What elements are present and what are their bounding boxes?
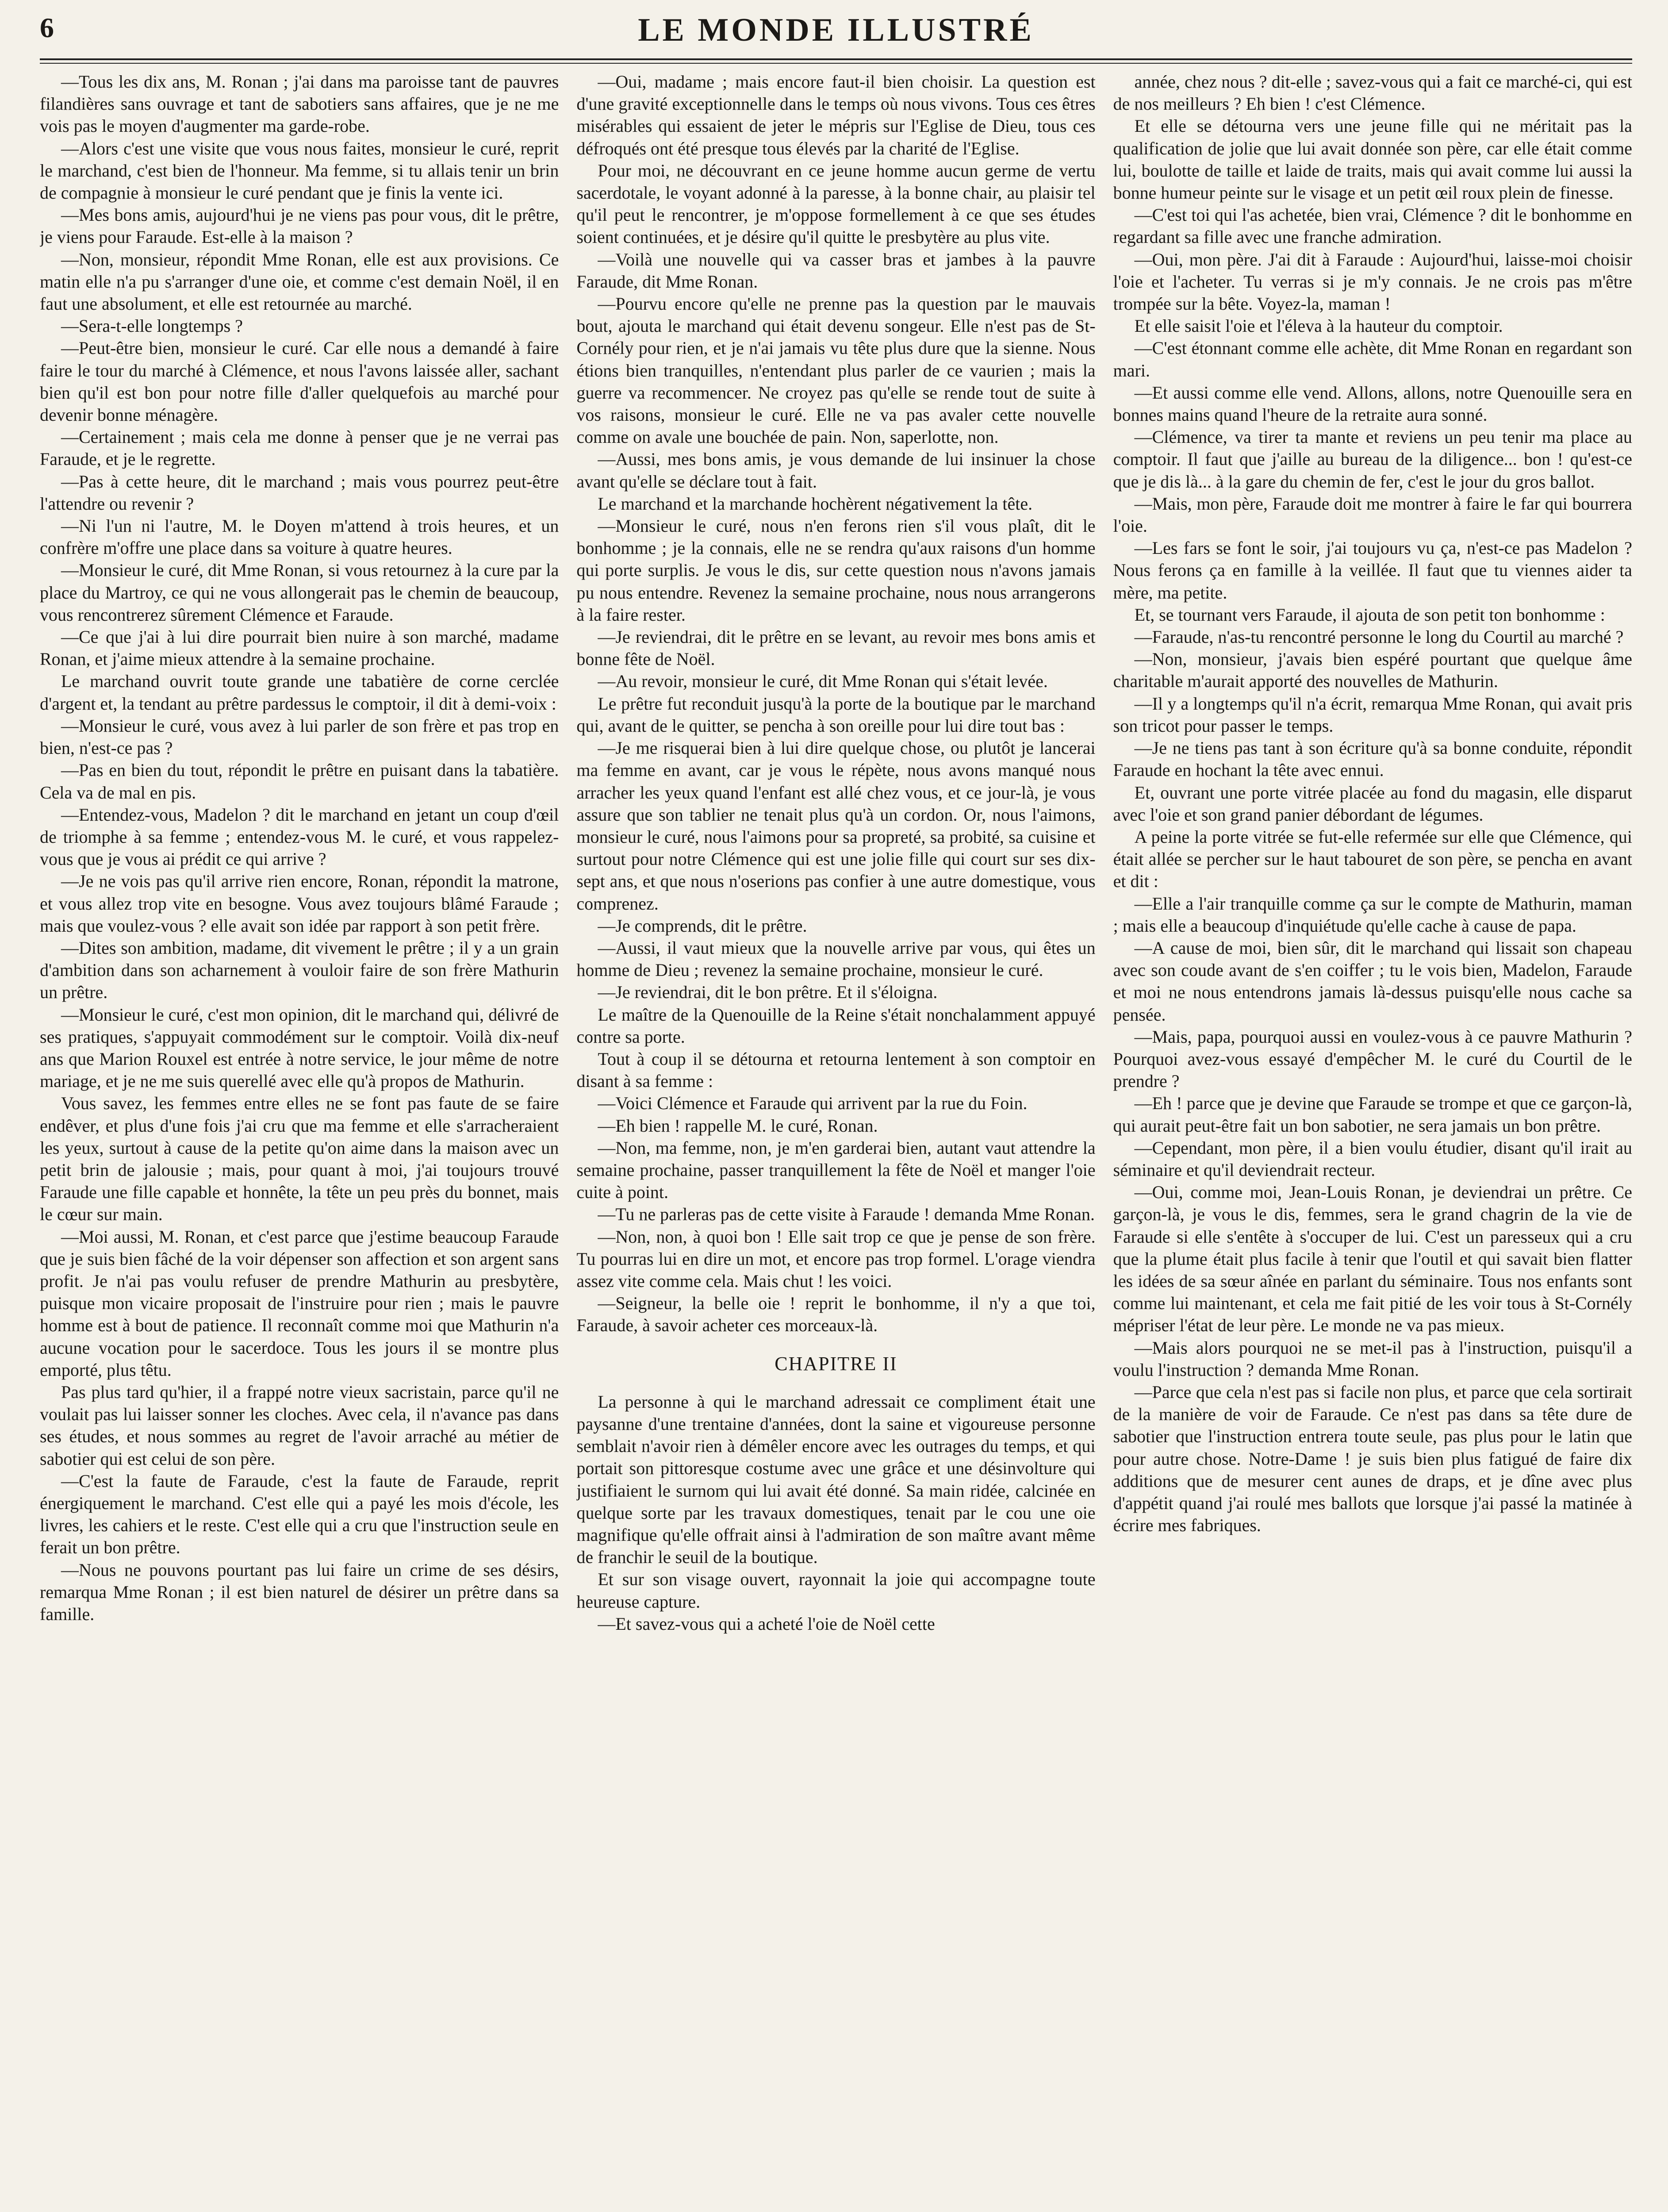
paragraph: Et sur son visage ouvert, rayonnait la joie qui accompagne toute heureuse capture. — [576, 1569, 1096, 1612]
paragraph: —Je ne vois pas qu'il arrive rien encore, Ronan, répondit la matrone, et vous allez trop vite en besogne. Vous avez toujours blâmé Faraude ; mais que voulez-vous ? elle avait son idée par rapport à son petit frère. — [40, 871, 559, 936]
paragraph: —Entendez-vous, Madelon ? dit le marchand en jetant un coup d'œil de triomphe à sa femme ; entendez-vous M. le curé, et vous rappelez-vous que je vous ai prédit ce qui arrive ? — [40, 804, 559, 869]
text-column-3 — [1113, 71, 1632, 2212]
paragraph: Le marchand ouvrit toute grande une tabatière de corne cerclée d'argent et, la tendant au prêtre pardessus le comptoir, il dit à demi-voix : — [40, 671, 559, 714]
paragraph: —Oui, mon père. J'ai dit à Faraude : Aujourd'hui, laisse-moi choisir l'oie et l'acheter. Tu verras si je m'y connais. Je ne crois pas m'être trompée sur la bête. Voyez-la, maman ! — [1113, 249, 1632, 314]
chapter-heading: CHAPITRE II — [775, 1352, 897, 1375]
header-rule-thin — [40, 63, 1632, 64]
paragraph: —Non, non, à quoi bon ! Elle sait trop ce que je pense de son frère. Tu pourras lui en dire un mot, et encore pas trop formel. L'orage viendra assez vite comme cela. Mais chut ! les voici. — [576, 1226, 1096, 1291]
paragraph: —Mais, mon père, Faraude doit me montrer à faire le far qui bourrera l'oie. — [1113, 493, 1632, 536]
paragraph: Pour moi, ne découvrant en ce jeune homme aucun germe de vertu sacerdotale, le voyant adonné à la paresse, à la bonne chair, au plaisir tel qu'il peut le rencontrer, je m'oppose formellement à ce que ses études soient continuées, et je désire qu'il quitte le presbytère au plus vite. — [576, 160, 1096, 247]
paragraph: —Eh ! parce que je devine que Faraude se trompe et que ce garçon-là, qui aurait peut-être fait un bon sabotier, ne sera jamais un bon prêtre. — [1113, 1093, 1632, 1136]
paragraph: —Monsieur le curé, dit Mme Ronan, si vous retournez à la cure par la place du Martroy, ce qui ne vous allongerait pas le chemin de beaucoup, vous rencontrerez sûrement Clémence et Faraude. — [40, 560, 559, 625]
text-columns — [40, 71, 1632, 2212]
paragraph: Et, se tournant vers Faraude, il ajouta de son petit ton bonhomme : — [1134, 604, 1605, 625]
paragraph: —Tous les dix ans, M. Ronan ; j'ai dans ma paroisse tant de pauvres filandières sans ouvrage et tant de sabotiers sans affaires, que je ne me vois pas le moyen d'augmenter ma garde-robe. — [40, 72, 559, 136]
paragraph: —Pas en bien du tout, répondit le prêtre en puisant dans la tabatière. Cela va de mal en pis. — [40, 760, 559, 803]
paragraph: —Nous ne pouvons pourtant pas lui faire un crime de ses désirs, remarqua Mme Ronan ; il est bien naturel de désirer un prêtre dans sa famille. — [40, 1559, 559, 1624]
paragraph: —Tu ne parleras pas de cette visite à Faraude ! demanda Mme Ronan. — [598, 1204, 1095, 1225]
paragraph: —Non, monsieur, j'avais bien espéré pourtant que quelque âme charitable m'aurait apporté des nouvelles de Mathurin. — [1113, 649, 1632, 691]
page-number: 6 — [40, 12, 54, 43]
paragraph: Le prêtre fut reconduit jusqu'à la porte de la boutique par le marchand qui, avant de le quitter, se pencha à son oreille pour lui dire tout bas : — [576, 693, 1096, 736]
paragraph: Et, ouvrant une porte vitrée placée au fond du magasin, elle disparut avec l'oie et son grand panier débordant de légumes. — [1113, 782, 1632, 825]
paragraph: —Elle a l'air tranquille comme ça sur le compte de Mathurin, maman ; mais elle a beaucoup d'inquiétude qu'elle cache à cause de papa. — [1113, 893, 1632, 936]
paragraph: —Monsieur le curé, c'est mon opinion, dit le marchand qui, délivré de ses pratiques, s'appuyait commodément sur le comptoir. Voilà dix-neuf ans que Marion Rouxel est entrée à notre service, le jour même de notre mariage, et je ne me suis querellé avec elle qu'à propos de Mathurin. — [40, 1004, 559, 1091]
paragraph: —Et aussi comme elle vend. Allons, allons, notre Quenouille sera en bonnes mains quand l'heure de la retraite aura sonné. — [1113, 382, 1632, 425]
page-header — [40, 8, 1632, 57]
paragraph: —Je me risquerai bien à lui dire quelque chose, ou plutôt je lancerai ma femme en avant, car je vous le répète, nous avons manqué nous arracher les yeux quand l'enfant est allé chez vous, et ce jour-là, je vous assure que son tablier ne tenait plus qu'à un cordon. Or, nous l'aimons, monsieur le curé, nous l'aimons pour sa propreté, sa probité, sa cuisine et surtout pour notre Clémence qui est une jolie fille qui court sur ses dix-sept ans, et que nous n'oserions pas confier à une autre domestique, vous comprenez. — [576, 738, 1096, 914]
paragraph: A peine la porte vitrée se fut-elle refermée sur elle que Clémence, qui était allée se percher sur le haut tabouret de son père, se pencha en avant et dit : — [1113, 826, 1632, 891]
paragraph: —Eh bien ! rappelle M. le curé, Ronan. — [598, 1115, 878, 1136]
paragraph: —Dites son ambition, madame, dit vivement le prêtre ; il y a un grain d'ambition dans son acharnement à vouloir faire de son frère Mathurin un prêtre. — [40, 937, 559, 1002]
paragraph: —C'est étonnant comme elle achète, dit Mme Ronan en regardant son mari. — [1113, 338, 1632, 380]
paragraph: —Pas à cette heure, dit le marchand ; mais vous pourrez peut-être l'attendre ou revenir ? — [40, 471, 559, 514]
paragraph: Et elle se détourna vers une jeune fille qui ne méritait pas la qualification de jolie que lui avait donnée son père, car elle était comme lui, boulotte de taille et laide de traits, mais qui avait comme lui aussi la bonne humeur peinte sur le visage et un petit œil roux plein de finesse. — [1113, 116, 1632, 203]
paragraph: —Clémence, va tirer ta mante et reviens un peu tenir ma place au comptoir. Il faut que j'aille au bureau de la diligence... bon ! qu'est-ce que je dis là... à la gare du chemin de fer, c'est le jour du gros ballot. — [1113, 427, 1632, 492]
paragraph: —Parce que cela n'est pas si facile non plus, et parce que cela sortirait de la manière de voir de Faraude. Ce n'est pas dans sa tête dure de sabotier que l'instruction entrera toute seule, pas plus pour le latin que pour autre chose. Notre-Dame ! je suis bien plus fatigué de faire dix additions que de mesurer cent aunes de draps, et je dîne avec plus d'appétit quand j'ai roulé mes ballots que lorsque j'ai passé la matinée à écrire mes fabriques. — [1113, 1382, 1632, 1536]
paragraph: —Voici Clémence et Faraude qui arrivent par la rue du Foin. — [598, 1093, 1028, 1114]
paragraph: —Je reviendrai, dit le bon prêtre. Et il s'éloigna. — [598, 982, 938, 1002]
paragraph: Le maître de la Quenouille de la Reine s'était nonchalamment appuyé contre sa porte. — [576, 1004, 1096, 1047]
header-rule-thick — [40, 58, 1632, 60]
paragraph: —Cependant, mon père, il a bien voulu étudier, disant qu'il irait au séminaire et qu'il deviendrait recteur. — [1113, 1137, 1632, 1180]
paragraph: —Je ne tiens pas tant à son écriture qu'à sa bonne conduite, répondit Faraude en hochant la tête avec ennui. — [1113, 738, 1632, 780]
paragraph: —Ni l'un ni l'autre, M. le Doyen m'attend à trois heures, et un confrère m'offre une place dans sa voiture à quatre heures. — [40, 516, 559, 558]
paragraph: —Oui, madame ; mais encore faut-il bien choisir. La question est d'une gravité exceptionnelle dans le temps où nous vivons. Tous ces êtres misérables qui essaient de jeter le mépris sur l'Eglise de Dieu, tous ces défroqués ont été presque tous élevés par la charité de l'Eglise. — [576, 72, 1096, 158]
paragraph: —Monsieur le curé, vous avez à lui parler de son frère et pas trop en bien, n'est-ce pas ? — [40, 715, 559, 758]
paragraph: Pas plus tard qu'hier, il a frappé notre vieux sacristain, parce qu'il ne voulait pas lui laisser sonner les cloches. Avec cela, il n'avance pas dans ses études, et nous sommes au regret de l'avoir arraché au métier de sabotier qui est celui de son père. — [40, 1382, 559, 1469]
paragraph: —Non, ma femme, non, je m'en garderai bien, autant vaut attendre la semaine prochaine, passer tranquillement la fête de Noël et manger l'oie cuite à point. — [576, 1137, 1096, 1202]
paragraph: —Mes bons amis, aujourd'hui je ne viens pas pour vous, dit le prêtre, je viens pour Faraude. Est-elle à la maison ? — [40, 205, 559, 247]
paragraph: —Ce que j'ai à lui dire pourrait bien nuire à son marché, madame Ronan, et j'aime mieux attendre à la semaine prochaine. — [40, 627, 559, 669]
paragraph: —Je comprends, dit le prêtre. — [598, 915, 807, 936]
paragraph: —A cause de moi, bien sûr, dit le marchand qui lissait son chapeau avec son coude avant de s'en coiffer ; tu le vois bien, Madelon, Faraude et moi ne nous entendrons jamais là-dessus puisqu'elle nous cache sa pensée. — [1113, 937, 1632, 1025]
paragraph: —Peut-être bien, monsieur le curé. Car elle nous a demandé à faire faire le tour du marché à Clémence, et nous l'avons laissée aller, sachant bien qu'il est bon pour notre fille d'aller quelquefois au marché pour devenir bonne ménagère. — [40, 338, 559, 425]
paragraph: —Monsieur le curé, nous n'en ferons rien s'il vous plaît, dit le bonhomme ; je la connais, elle ne se rendra qu'aux raisons d'un homme qui porte surplis. Je vous le dis, sur cette question nous n'avons jamais pu nous entendre. Revenez la semaine prochaine, nous nous arrangerons à la faire rester. — [576, 516, 1096, 625]
paragraph: La personne à qui le marchand adressait ce compliment était une paysanne d'une trentaine d'années, dont la saine et vigoureuse personne semblait n'avoir rien à démêler encore avec les outrages du temps, et qui portait son pittoresque costume avec une grâce et une désinvolture qui justifiaient le surnom qui lui avait été donné. Sa main ridée, calcinée en quelque sorte par les travaux domestiques, tenait par le cou une oie magnifique qu'elle offrait ainsi à l'admiration de son maître avant même de franchir le seuil de la boutique. — [576, 1391, 1096, 1567]
masthead-title: LE MONDE ILLUSTRÉ — [638, 12, 1034, 48]
paragraph: Vous savez, les femmes entre elles ne se font pas faute de se faire endêver, et plus d'une fois j'ai cru que ma femme et elle s'arracheraient les yeux, surtout à cause de la petite qu'on aime dans la maison avec un petit brin de jalousie ; mais, pour quant à moi, j'ai toujours trouvé Faraude une fille capable et honnête, la tête un peu près du bonnet, mais le cœur sur main. — [40, 1093, 559, 1225]
paragraph: —Il y a longtemps qu'il n'a écrit, remarqua Mme Ronan, qui avait pris son tricot pour passer le temps. — [1113, 693, 1632, 736]
paragraph: —Mais, papa, pourquoi aussi en voulez-vous à ce pauvre Mathurin ? Pourquoi avez-vous essayé d'empêcher M. le curé du Courtil de le prendre ? — [1113, 1026, 1632, 1091]
paragraph: —Mais alors pourquoi ne se met-il pas à l'instruction, puisqu'il a voulu l'instruction ? demanda Mme Ronan. — [1113, 1337, 1632, 1380]
paragraph: Le marchand et la marchande hochèrent négativement la tête. — [598, 493, 1033, 514]
paragraph: —Faraude, n'as-tu rencontré personne le long du Courtil au marché ? — [1134, 627, 1624, 647]
paragraph: —Aussi, il vaut mieux que la nouvelle arrive par vous, qui êtes un homme de Dieu ; revenez la semaine prochaine, monsieur le curé. — [576, 937, 1096, 980]
paragraph: —Pourvu encore qu'elle ne prenne pas la question par le mauvais bout, ajouta le marchand qui était devenu songeur. Elle n'est pas de St-Cornély pour rien, et je n'ai jamais vu tête plus dure que la sienne. Nous étions bien tranquilles, n'entendant plus parler de ce vaurien ; mais la guerre va recommencer. Ne croyez pas qu'elle se rende tout de suite à vos raisons, monsieur le curé. Elle ne va pas avaler cette nouvelle comme on avale une bouchée de pain. Non, saperlotte, non. — [576, 294, 1096, 447]
paragraph: —Seigneur, la belle oie ! reprit le bonhomme, il n'y a que toi, Faraude, à savoir acheter ces morceaux-là. — [576, 1293, 1096, 1336]
paragraph: —Non, monsieur, répondit Mme Ronan, elle est aux provisions. Ce matin elle n'a pu s'arranger d'une oie, et comme c'est demain Noël, il en faut une absolument, et elle est retournée au marché. — [40, 249, 559, 314]
paragraph: —C'est toi qui l'as achetée, bien vrai, Clémence ? dit le bonhomme en regardant sa fille avec une franche admiration. — [1113, 205, 1632, 247]
paragraph: —Sera-t-elle longtemps ? — [61, 316, 243, 336]
paragraph: —Alors c'est une visite que vous nous faites, monsieur le curé, reprit le marchand, c'est bien de l'honneur. Ma femme, si tu allais tenir un brin de compagnie à monsieur le curé pendant que je finis la vente ici. — [40, 138, 559, 203]
paragraph: —Aussi, mes bons amis, je vous demande de lui insinuer la chose avant qu'elle se déclare tout à fait. — [576, 449, 1096, 492]
paragraph: —Oui, comme moi, Jean-Louis Ronan, je deviendrai un prêtre. Ce garçon-là, je vous le dis, femmes, sera le grand chagrin de la vie de Faraude si elle s'entête à s'occuper de lui. C'est un paresseux qui a cru que la plume était plus facile à tenir que l'outil et qui savait bien flatter les idées de sa sœur aînée en parlant du séminaire. Tous nos enfants sont comme lui maintenant, et cela me fait pitié de les voir tous à St-Cornély mépriser l'état de leur père. Le monde ne va pas mieux. — [1113, 1182, 1632, 1336]
paragraph: —Voilà une nouvelle qui va casser bras et jambes à la pauvre Faraude, dit Mme Ronan. — [576, 249, 1096, 292]
paragraph: —Au revoir, monsieur le curé, dit Mme Ronan qui s'était levée. — [598, 671, 1048, 691]
paragraph: Tout à coup il se détourna et retourna lentement à son comptoir en disant à sa femme : — [576, 1048, 1096, 1091]
paragraph: —Moi aussi, M. Ronan, et c'est parce que j'estime beaucoup Faraude que je suis bien fâché de la voir dépenser son affection et son argent sans profit. Je n'ai pas voulu refuser de prendre Mathurin au presbytère, puisque mon vicaire proposait de l'instruire pour rien ; mais le pauvre homme est à bout de patience. Il reconnaît comme moi que Mathurin n'a aucune vocation pour le sacerdoce. Tous les jours il se montre plus emporté, plus têtu. — [40, 1226, 559, 1380]
paragraph: —Je reviendrai, dit le prêtre en se levant, au revoir mes bons amis et bonne fête de Noël. — [576, 627, 1096, 669]
paragraph: —Les fars se font le soir, j'ai toujours vu ça, n'est-ce pas Madelon ? Nous ferons ça en famille à la veillée. Il faut que tu viennes aider ta mère, ma petite. — [1113, 538, 1632, 603]
paragraph: Et elle saisit l'oie et l'éleva à la hauteur du comptoir. — [1134, 316, 1503, 336]
text-column-2 — [576, 71, 1095, 2212]
paragraph: année, chez nous ? dit-elle ; savez-vous qui a fait ce marché-ci, qui est de nos meilleurs ? Eh bien ! c'est Clémence. — [1113, 72, 1632, 114]
paragraph: —C'est la faute de Faraude, c'est la faute de Faraude, reprit énergiquement le marchand. C'est elle qui a payé les mois d'école, les livres, les cahiers et le reste. C'est elle qui a cru que l'instruction seule en ferait un bon prêtre. — [40, 1471, 559, 1558]
paragraph: —Certainement ; mais cela me donne à penser que je ne verrai pas Faraude, et je le regrette. — [40, 427, 559, 469]
paragraph: —Et savez-vous qui a acheté l'oie de Noël cette — [598, 1613, 935, 1634]
text-column-1 — [40, 71, 559, 2212]
